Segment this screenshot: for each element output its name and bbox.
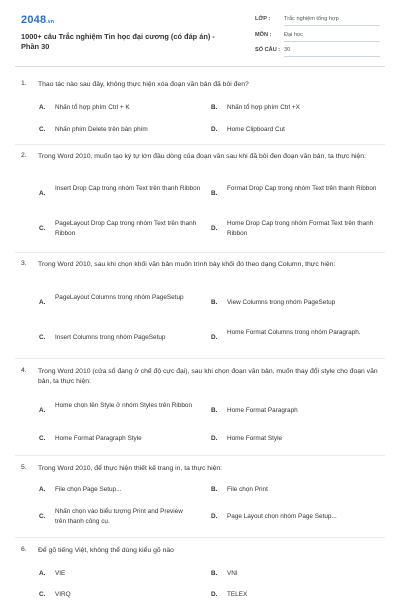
option-text: VIE — [55, 570, 66, 577]
question-divider — [15, 252, 385, 253]
header-divider — [15, 66, 385, 67]
option-text: PageLayout Drop Cap trong nhóm Text trên thanh Ribbon — [55, 220, 197, 237]
option-letter: C. — [39, 435, 46, 442]
meta-subject-value: Đại học — [284, 32, 380, 42]
option-text: Home Format Paragraph Style — [55, 435, 142, 442]
option-letter: B. — [211, 486, 218, 493]
question-number: 4. — [21, 367, 27, 374]
option-text: TELEX — [227, 591, 248, 598]
question-number: 1. — [21, 80, 27, 87]
meta-count-value: 30 — [284, 47, 380, 57]
option-text: Format Drop Cap trong nhóm Text trên thanh Ribbon — [227, 185, 377, 192]
option-text: File chọn Print — [227, 486, 268, 493]
logo-text: 2048 — [21, 14, 47, 26]
option-text: Insert Columns trong nhóm PageSetup — [55, 334, 166, 341]
option-letter: C. — [39, 126, 46, 133]
option-letter: B. — [211, 299, 218, 306]
option-text: Home Drop Cap trong nhóm Format Text trên thanh Ribbon — [227, 220, 374, 237]
option-letter: C. — [39, 225, 46, 232]
question-1 — [21, 80, 386, 140]
option-text: Nhấn chọn vào biểu tượng Print and Preview trên thanh công cụ. — [55, 508, 183, 525]
page-header — [0, 0, 400, 66]
question-number: 2. — [21, 152, 27, 159]
question-divider — [15, 144, 385, 145]
meta-count — [255, 47, 380, 61]
question-2 — [21, 152, 386, 252]
question-text: Thao tác nào sau đây, không thực hiện xóa đoạn văn bản đã bôi đen? — [38, 81, 249, 88]
logo-suffix: .vn — [46, 19, 55, 25]
option-letter: D. — [211, 513, 218, 520]
question-6 — [21, 546, 386, 600]
option-text: VNI — [227, 570, 238, 577]
document-title: 1000+ câu Trắc nghiệm Tin học đại cương (có đáp án) - Phần 30 — [21, 32, 215, 51]
option-text: Insert Drop Cap trong nhóm Text trên thanh Ribbon — [55, 185, 201, 192]
question-text: Trong Word 2010, để thực hiện thiết kế trang in, ta thực hiện: — [38, 465, 223, 472]
question-text: Trong Word 2010, muốn tạo ký tự lớn đầu dòng của đoạn văn sau khi đã bôi đen đoạn văn bản, ta thực hiện: — [38, 153, 366, 160]
option-letter: D. — [211, 435, 218, 442]
option-letter: A. — [39, 407, 46, 414]
question-text: Trong Word 2010, sau khi chọn khối văn bản muốn trình bày khối đó theo dạng Column, thực hiện: — [38, 261, 336, 268]
option-letter: B. — [211, 407, 218, 414]
option-text: Home Format Paragraph — [227, 407, 298, 414]
question-divider — [15, 455, 385, 456]
meta-class-value: Trắc nghiệm tổng hợp — [284, 16, 380, 26]
question-5 — [21, 464, 386, 539]
option-letter: C. — [39, 513, 46, 520]
meta-subject-key: MÔN : — [255, 32, 272, 38]
option-text: Nhấn tổ hợp phím Ctrl + K — [55, 104, 130, 111]
question-3 — [21, 260, 386, 355]
option-letter: B. — [211, 104, 218, 111]
question-divider — [15, 537, 385, 538]
option-text: View Columns trong nhóm PageSetup — [227, 299, 336, 306]
option-text: Nhấn phím Delete trên bàn phím — [55, 126, 148, 133]
question-number: 3. — [21, 260, 27, 267]
meta-class — [255, 16, 380, 30]
option-text: Page Layout chọn nhóm Page Setup... — [227, 513, 337, 520]
option-text: Nhấn tổ hợp phím Ctrl +X — [227, 104, 300, 111]
option-letter: D. — [211, 225, 218, 232]
option-text: Home Format Style — [227, 435, 283, 442]
question-divider — [15, 358, 385, 359]
question-text: Để gõ tiếng Việt, không thể dùng kiểu gõ nào — [38, 547, 174, 554]
option-text: Home Clipboard Cut — [227, 126, 285, 133]
option-letter: D. — [211, 334, 218, 341]
question-number: 6. — [21, 546, 27, 553]
question-number: 5. — [21, 464, 27, 471]
option-text: PageLayout Columns trong nhóm PageSetup — [55, 294, 184, 301]
option-letter: A. — [39, 104, 46, 111]
option-letter: B. — [211, 190, 218, 197]
option-letter: C. — [39, 334, 46, 341]
option-letter: A. — [39, 299, 46, 306]
option-letter: A. — [39, 486, 46, 493]
option-letter: D. — [211, 126, 218, 133]
option-letter: D. — [211, 591, 218, 598]
option-text: VIRQ — [55, 591, 71, 598]
question-4 — [21, 367, 386, 452]
site-logo[interactable] — [21, 14, 54, 26]
option-letter: A. — [39, 190, 46, 197]
question-text: Trong Word 2010 (cửa sổ đang ở chế độ cực đại), sau khi chọn đoạn văn bản, muốn thay đổi style cho đoạn văn bản, ta thực hiện: — [38, 368, 378, 386]
option-letter: B. — [211, 570, 218, 577]
option-letter: C. — [39, 591, 46, 598]
meta-count-key: SỐ CÂU : — [255, 47, 281, 53]
option-text: Home Format Columns trong nhóm Paragraph. — [227, 329, 361, 336]
option-text: Home chọn tên Style ở nhóm Styles trên Ribbon — [55, 402, 193, 409]
option-letter: A. — [39, 570, 46, 577]
meta-subject — [255, 32, 380, 46]
meta-class-key: LỚP : — [255, 16, 271, 22]
option-text: File chọn Page Setup... — [55, 486, 122, 493]
